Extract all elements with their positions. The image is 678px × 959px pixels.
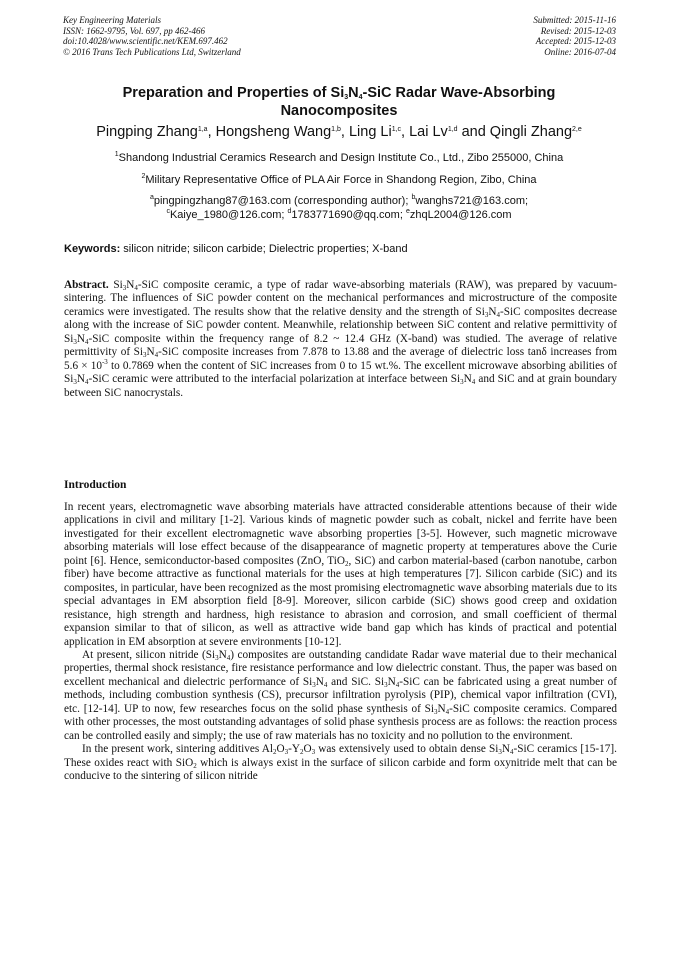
email-d[interactable]: 1783771690@qq.com; (291, 209, 406, 221)
section-heading-introduction: Introduction (64, 479, 127, 491)
copyright: © 2016 Trans Tech Publications Ltd, Switzerland (63, 46, 241, 57)
author-emails: $^a$pingpingzhang87@163.com (corresponding author); $^b$wanghs721@163.com; $^c$Kaiye_1980@126.com; $^d$1783771690@qq.com; $^e$zhqL2004@126.com (149, 194, 529, 221)
header-left (63, 15, 241, 57)
accepted-date: Accepted: 2015-12-03 (535, 36, 616, 47)
submitted-date: Submitted: 2015-11-16 (533, 15, 616, 25)
abstract-label: Abstract. (64, 279, 109, 291)
doi-link[interactable]: doi:10.4028/www.scientific.net/KEM.697.462 (63, 36, 228, 47)
intro-paragraph-1: In recent years, electromagnetic wave absorbing materials have attracted considerable attentions because of their wide applications in civil and military [1-2]. Various kinds of magnetic powder such as cobalt, nickel and ferrite have been investigated for their excellent electromagnetic wave absorbing properties [3-5]. However, such magnetic microwave absorbing materials will lose effect because of the disappearance of magnetic property at temperatures above the Curie point [6]. Hence, semiconductor-based composites (ZnO, TiO$_2$, SiC) and carbon material-based (carbon nanotube, carbon fiber) have become attractive as functional materials for the uses at high temperatures [7]. Silicon carbide (SiC) and its composites, in particular, have been recognized as the most promising electromagnetic wave absorbing materials due to its special advantages in EM absorption field [8-9]. Moreover, silicon carbide (SiC) shows good creep and oxidation resistance, high strength and hardness, high resistance to abrasion and corrosion, and small coefficient of thermal expansion similar to that of silicon, as well as attractive wide band gap which has kinds of practical and potential application in EM absorption at severe environments [10-12]. (64, 501, 617, 648)
journal-name: Key Engineering Materials (63, 15, 161, 25)
email-b[interactable]: wanghs721@163.com; (415, 195, 529, 207)
online-date: Online: 2016-07-04 (544, 46, 616, 57)
journal-issn: ISSN: 1662-9795, Vol. 697, pp 462-466 (63, 25, 205, 36)
header-right (533, 15, 616, 57)
affiliation-1: $^1$Shandong Industrial Ceramics Research and Design Institute Co., Ltd., Zibo 255000, China (114, 151, 564, 164)
author-list: Pingping Zhang$^{1,a}$, Hongsheng Wang$^{1,b}$, Ling Li$^{1,c}$, Lai Lv$^{1,d}$ and Qingli Zhang$^{2,e}$ (96, 124, 582, 140)
introduction-body (64, 501, 617, 784)
email-a[interactable]: pingpingzhang87@163.com (corresponding author); (153, 195, 412, 207)
journal-header (63, 15, 616, 57)
abstract: Abstract. $Si_3N_4$-SiC composite ceramic, a type of radar wave-absorbing materials (RAW), was prepared by vacuum-sintering. The influences of SiC powder content on the mechanical performances and microstructure of the composite ceramics were investigated. The results show that the relative density and the strength of $Si_3N_4$-SiC composites decrease along with the increase of SiC powder content. Meanwhile, relationship between SiC content and relative permittivity of $Si_3N_4$-SiC composite within the frequency range of 8.2 ~ 12.4 GHz (X-band) was studied. The average of relative permittivity of $Si_3N_4$-SiC composite increases from 7.878 to 13.88 and the average of dielectric loss tanδ increases from $5.6 \times 10^{-3}$ to 0.7869 when the content of SiC increases from 0 to 15 wt.%. The excellent microwave absorbing abilities of $Si_3N_4$-SiC ceramic were attributed to the interfacial polarization at interface between $Si_3N_4$ and SiC and at grain boundary between SiC nanocrystals. (64, 279, 618, 399)
keywords: Keywords: silicon nitride; silicon carbide; Dielectric properties; X-band (64, 243, 408, 255)
affiliation-2: $^2$Military Representative Office of PLA Air Force in Shandong Region, Zibo, China (141, 173, 537, 186)
email-c[interactable]: Kaiye_1980@126.com; (169, 209, 288, 221)
email-e[interactable]: zhqL2004@126.com (409, 209, 512, 221)
intro-paragraph-2: At present, silicon nitride $(Si_3N_4)$ composites are outstanding candidate Radar wave material due to their mechanical properties, thermal shock resistance, fire resistance performance and low dielectric constant. Thus, the paper was based on excellent mechanical and dielectric performance of $Si_3N_4$ and SiC. $Si_3N_4$-SiC can be fabricated using a great number of methods, including combustion synthesis (CS), precursor infiltration pyrolysis (PIP), chemical vapor infiltration (CVI), etc. [12-14]. UP to now, few researches focus on the solid phase synthesis of $Si_3N_4$-SiC composite ceramics. Compared with other processes, the most outstanding advantages of solid phase synthesis process are as follows: the reaction process can be controlled easily and simply; the use of raw materials has no toxicity and no pollution to the environment. (64, 648, 618, 742)
intro-paragraph-3: In the present work, sintering additives $Al_2O_3-Y_2O_3$ was extensively used to obtain dense $Si_3N_4$-SiC ceramics [15-17]. These oxides react with SiO$_2$ which is always exist in the surface of silicon carbide and form oxynitride melt that can be conducive to the sintering of silicon nitride (64, 743, 617, 783)
revised-date: Revised: 2015-12-03 (540, 25, 616, 36)
paper-title: Preparation and Properties of $Si_3N_4$-SiC Radar Wave-Absorbing Nanocomposites (122, 85, 556, 119)
